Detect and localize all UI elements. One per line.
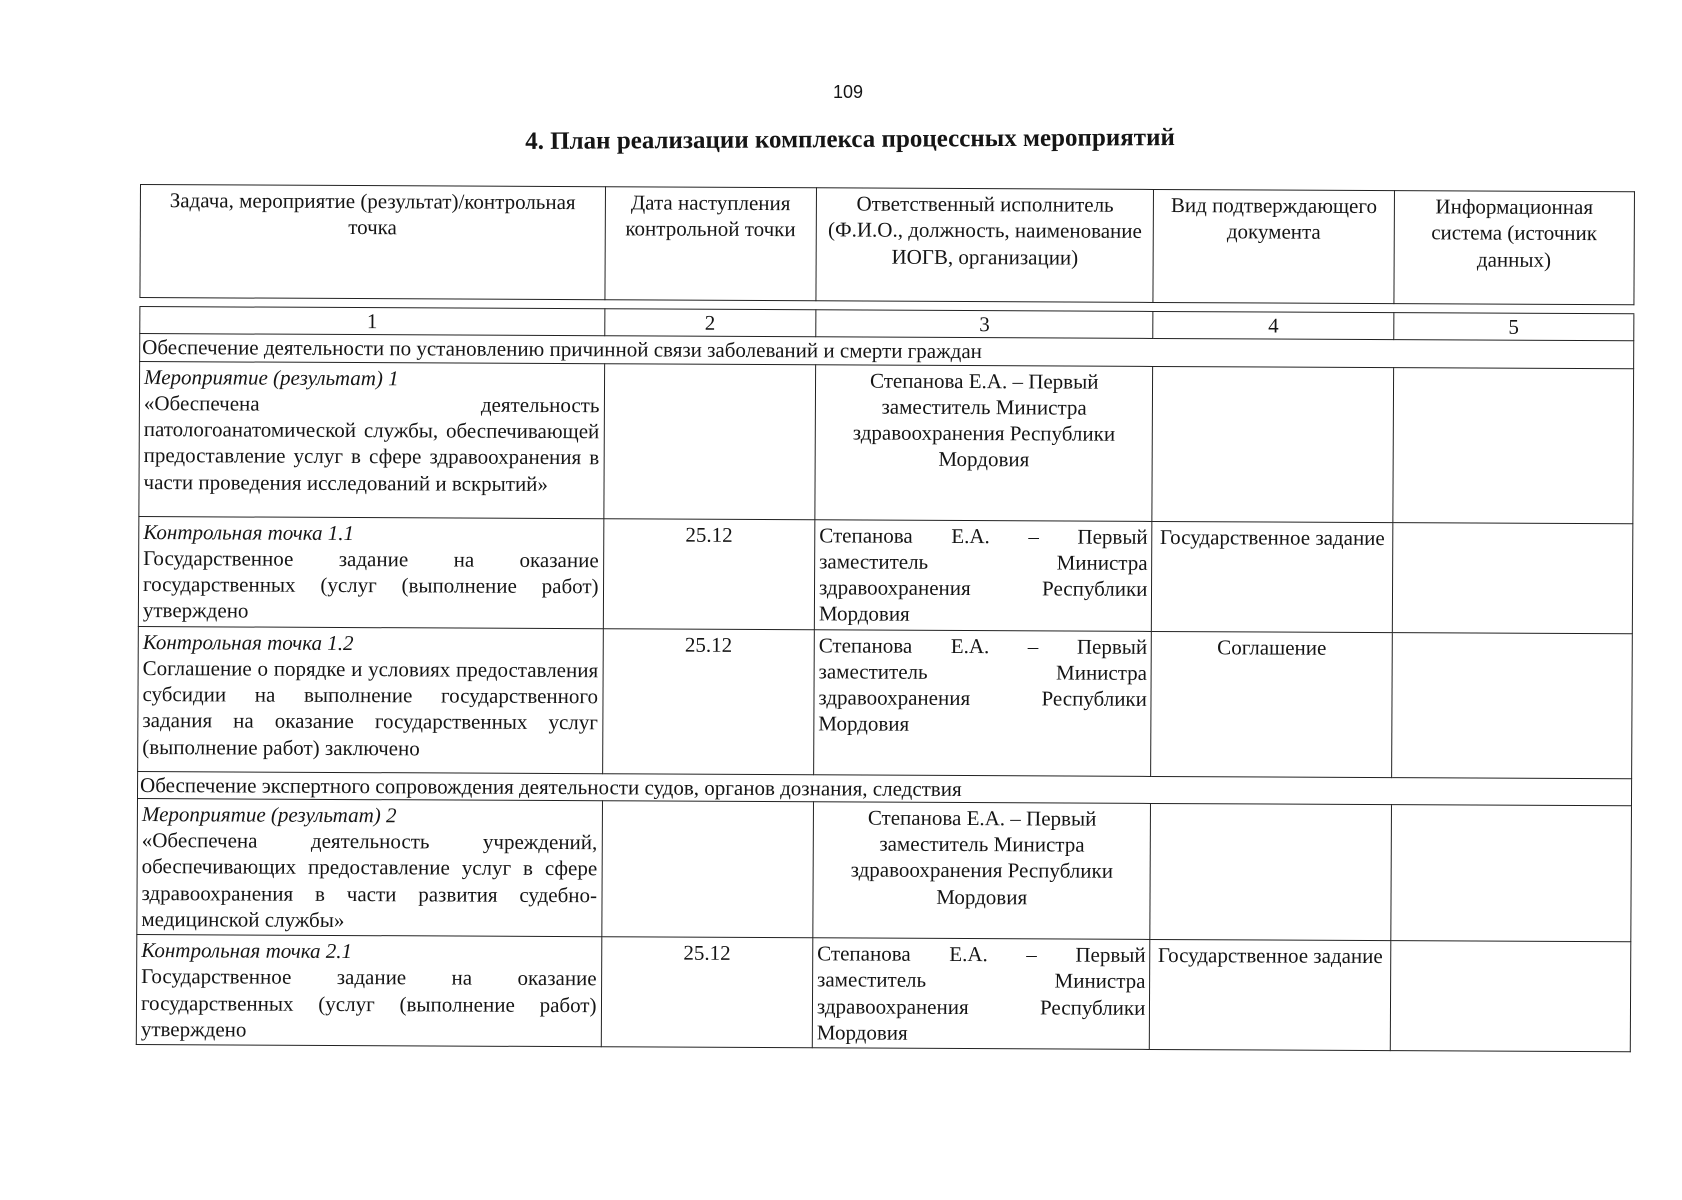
date-cell <box>601 801 813 938</box>
row-text: Государственное задание на оказание государственных (услуг (выполнение работ) утверждено <box>142 545 599 623</box>
date-cell: 25.12 <box>601 937 813 1048</box>
system-cell <box>1393 367 1634 523</box>
row-text: «Обеспечена деятельность учреждений, обеспечивающих предоставление услуг в сфере здравоохранения в части развития судебно-медицинской службы» <box>141 828 598 932</box>
page-number: 109 <box>832 82 864 102</box>
document-cell: Государственное задание <box>1152 521 1393 632</box>
row-text: Соглашение о порядке и условиях предоставления субсидии на выполнение государственного задания на оказание государственных услуг (выполнение работ) заключено <box>142 655 599 760</box>
system-cell <box>1392 522 1633 633</box>
date-cell <box>603 363 815 519</box>
table-row <box>138 626 1633 778</box>
plan-table <box>136 184 1635 1052</box>
column-number: 2 <box>604 309 816 337</box>
row-text: Государственное задание на оказание государственных (услуг (выполнение работ) утверждено <box>140 964 597 1042</box>
header-responsible: Ответственный исполнитель (Ф.И.О., должность, наименование ИОГВ, организации) <box>816 188 1154 303</box>
section-title: Обеспечение деятельности по установлению причинной связи заболеваний и смерти граждан <box>140 334 1634 369</box>
responsible-cell: Степанова Е.А. – Первый заместитель Министра здравоохранения Республики Мордовия <box>814 519 1152 631</box>
page-title: 4. План реализации комплекса процессных мероприятий <box>525 124 1175 155</box>
row-label: Контрольная точка 1.2 <box>142 629 354 655</box>
task-cell <box>136 934 601 1046</box>
system-cell <box>1390 941 1631 1052</box>
table-row <box>138 516 1633 633</box>
task-cell <box>137 798 602 937</box>
responsible-cell: Степанова Е.А. – Первый заместитель Министра здравоохранения Республики Мордовия <box>813 802 1151 940</box>
table-header-row <box>140 185 1635 305</box>
task-cell <box>138 626 603 773</box>
column-number: 5 <box>1393 313 1633 341</box>
plan-table-wrapper <box>136 184 1635 1052</box>
row-label: Мероприятие (результат) 2 <box>141 801 397 828</box>
responsible-cell: Степанова Е.А. – Первый заместитель Министра здравоохранения Республики Мордовия <box>812 938 1150 1050</box>
table-row <box>136 934 1631 1051</box>
section-title: Обеспечение экспертного сопровождения деятельности судов, органов дознания, следствия <box>137 771 1631 806</box>
document-cell: Государственное задание <box>1150 939 1391 1050</box>
responsible-cell: Степанова Е.А. – Первый заместитель Министра здравоохранения Республики Мордовия <box>815 364 1153 521</box>
table-row <box>139 361 1634 523</box>
header-task: Задача, мероприятие (результат)/контрольная точка <box>140 185 605 300</box>
row-label: Контрольная точка 2.1 <box>141 938 353 964</box>
table-row <box>137 798 1632 942</box>
header-date: Дата наступления контрольной точки <box>604 187 816 301</box>
column-number: 3 <box>816 310 1154 339</box>
system-cell <box>1391 804 1632 941</box>
row-text: «Обеспечена деятельность патологоанатомической службы, обеспечивающей предоставление услуг в сфере здравоохранения в части проведения исследований и вскрытий» <box>143 390 600 496</box>
system-cell <box>1391 632 1632 778</box>
column-number: 1 <box>140 307 605 337</box>
column-number: 4 <box>1153 311 1393 339</box>
document-cell <box>1150 803 1391 940</box>
date-cell: 25.12 <box>602 628 814 774</box>
row-label: Контрольная точка 1.1 <box>143 519 355 545</box>
date-cell: 25.12 <box>603 518 815 629</box>
header-system: Информационная система (источник данных) <box>1394 191 1635 305</box>
row-label: Мероприятие (результат) 1 <box>144 364 399 390</box>
header-document: Вид подтверждающего документа <box>1153 189 1394 303</box>
responsible-cell: Степанова Е.А. – Первый заместитель Министра здравоохранения Республики Мордовия <box>814 629 1152 776</box>
document-cell <box>1152 366 1393 522</box>
task-cell <box>138 516 603 628</box>
task-cell <box>139 361 604 518</box>
document-cell: Соглашение <box>1151 631 1392 777</box>
